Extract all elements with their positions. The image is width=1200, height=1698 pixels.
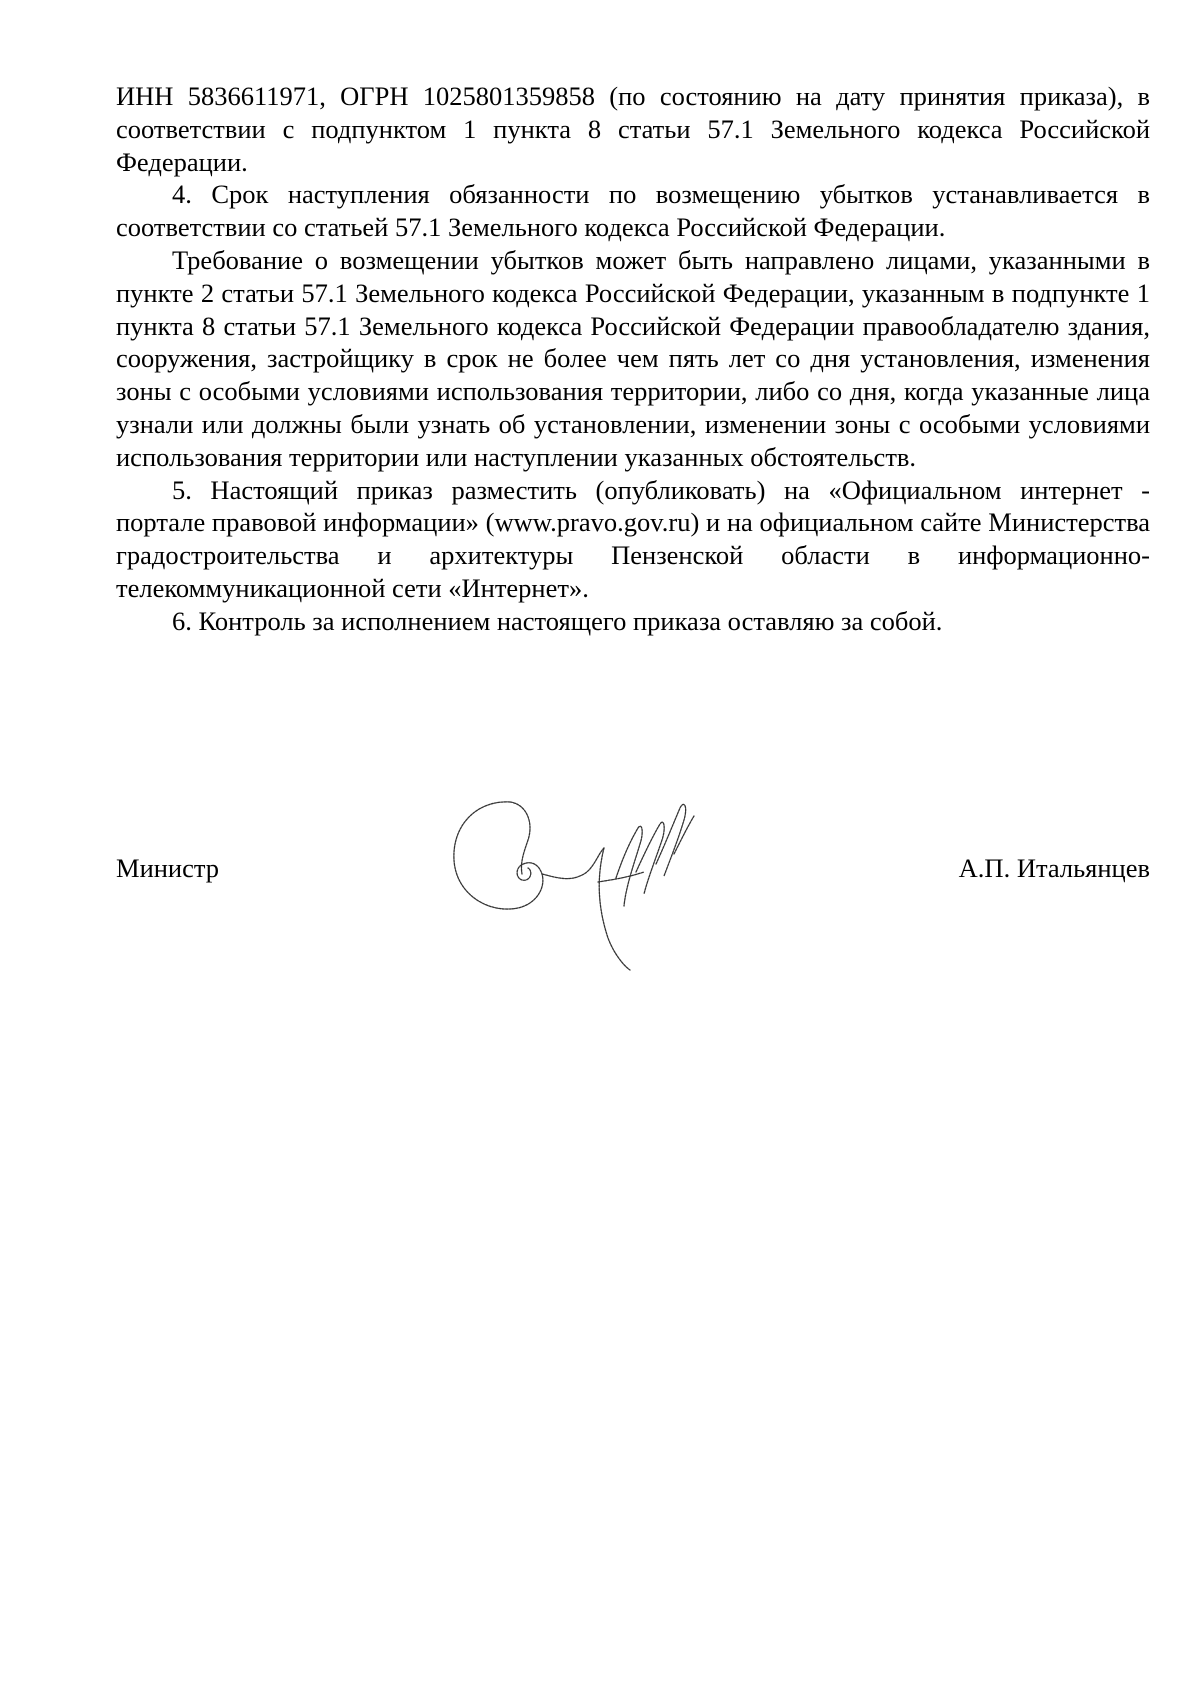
paragraph-6-control: 6. Контроль за исполнением настоящего приказа оставляю за собой. [172, 605, 943, 636]
signer-name: А.П. Итальянцев [958, 853, 1150, 883]
document-body [116, 80, 1150, 638]
signer-position: Министр [116, 853, 220, 883]
paragraph-4-deadline: 4. Срок наступления обязанности по возмещению убытков устанавливается в соответствии со статьей 57.1 Земельного кодекса Российской Федерации. [116, 179, 1150, 243]
paragraph-5-publication: 5. Настоящий приказ разместить (опубликовать) на «Официальном интернет - портале правовой информации» (www.pravo.gov.ru) и на официальном сайте Министерства градостроительства и архитектуры Пензенской области в информационно-телекоммуникационной сети «Интернет». [116, 474, 1150, 603]
paragraph-inn-ogrn: ИНН 5836611971, ОГРН 1025801359858 (по состоянию на дату принятия приказа), в соответствии с подпунктом 1 пункта 8 статьи 57.1 Земельного кодекса Российской Федерации. [116, 81, 1150, 177]
paragraph-compensation-claim: Требование о возмещении убытков может быть направлено лицами, указанными в пункте 2 статьи 57.1 Земельного кодекса Российской Федерации, указанным в подпункте 1 пункта 8 статьи 57.1 Земельного кодекса Российской Федерации правообладателю здания, сооружения, застройщику в срок не более чем пять лет со дня установления, изменения зоны с особыми условиями использования территории, либо со дня, когда указанные лица узнали или должны были узнать об установлении, изменении зоны с особыми условиями использования территории или наступлении указанных обстоятельств. [116, 244, 1150, 472]
handwritten-signature [448, 782, 708, 972]
